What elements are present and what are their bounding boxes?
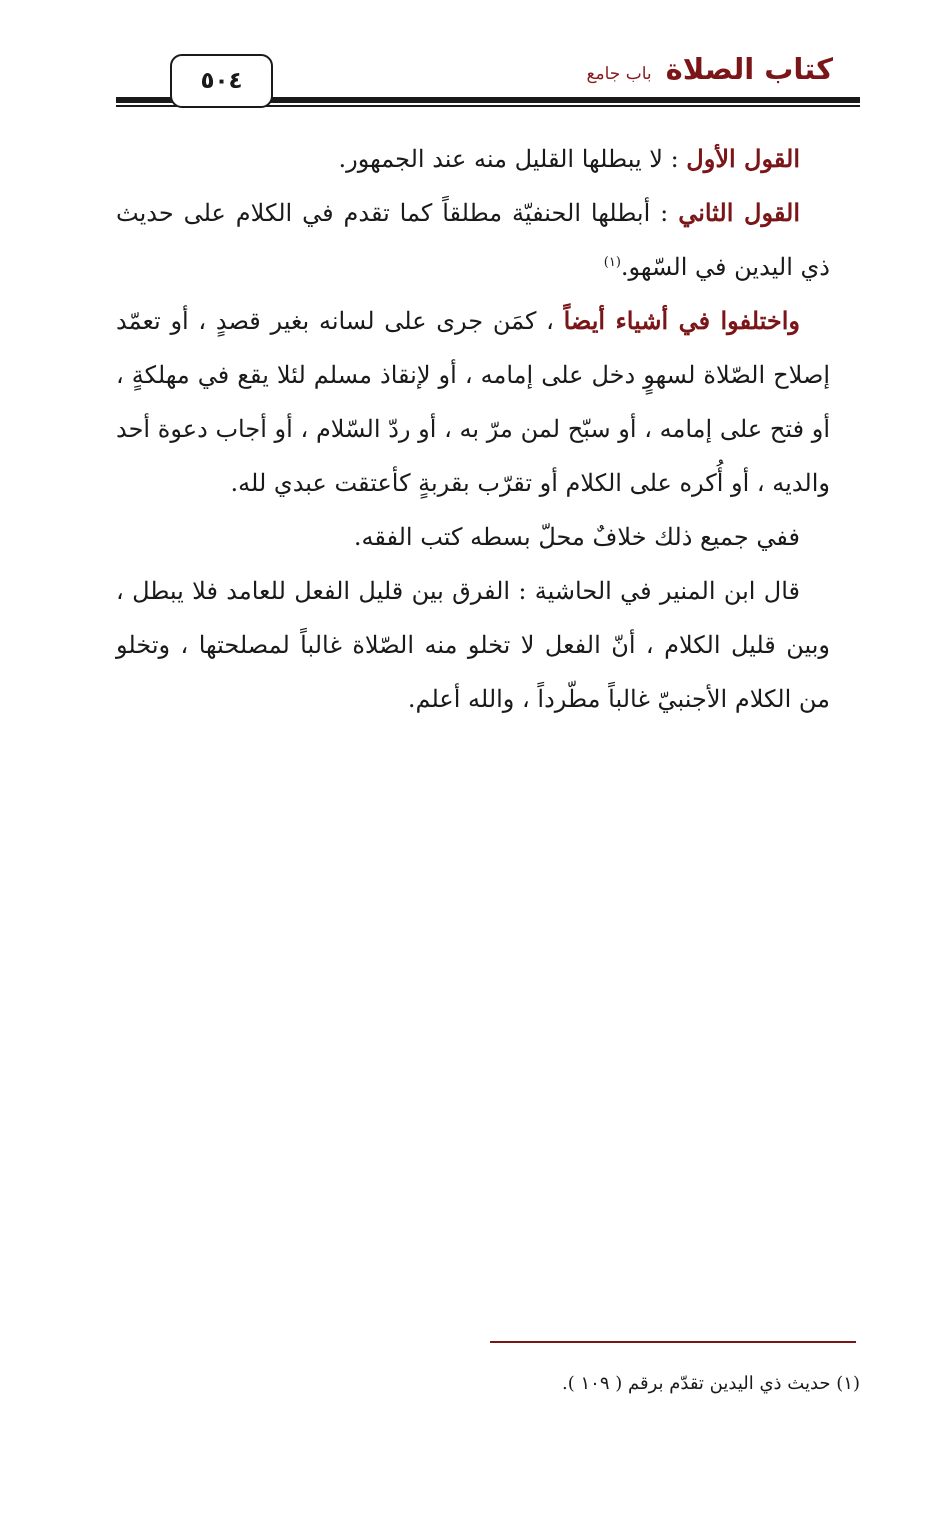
term-second-opinion: القول الثاني xyxy=(678,198,800,227)
footnote-separator xyxy=(490,1341,856,1343)
paragraph-text: ففي جميع ذلك خلافٌ محلّ بسطه كتب الفقه. xyxy=(353,523,800,551)
page-header xyxy=(0,0,945,115)
running-header xyxy=(586,52,833,86)
paragraph-first-opinion xyxy=(116,132,830,186)
paragraph-text: ، كمَن جرى على لسانه بغير قصدٍ ، أو تعمّد إصلاح الصّلاة لسهوٍ دخل على إمامه ، أو لإنقاذ مسلم لئلا يقع في مهلكةٍ ، أو فتح على إمامه ، أو سبّح لمن مرّ به ، أو ردّ السّلام ، أو أجاب دعوة أحد والديه ، أو أُكره على الكلام أو تقرّب بقربةٍ كأعتقت عبدي لله. xyxy=(116,307,830,497)
paragraph-disagreements xyxy=(116,294,830,510)
paragraph-second-opinion xyxy=(116,186,830,294)
paragraph-text: : لا يبطلها القليل منه عند الجمهور. xyxy=(338,145,687,173)
term-first-opinion: القول الأول xyxy=(686,144,800,173)
footnote-reference: (١) xyxy=(603,255,621,270)
book-title: كتاب الصلاة xyxy=(665,52,833,86)
term-disagreements: واختلفوا في أشياء أيضاً xyxy=(563,306,800,335)
paragraph-text: : أبطلها الحنفيّة مطلقاً كما تقدم في الكلام على حديث ذي اليدين في السّهو. xyxy=(116,199,830,281)
footnote: (١) حديث ذي اليدين تقدّم برقم ( ١٠٩ ). xyxy=(562,1373,860,1394)
main-text xyxy=(116,132,830,726)
paragraph-text: قال ابن المنير في الحاشية : الفرق بين قليل الفعل للعامد فلا يبطل ، وبين قليل الكلام ، أنّ الفعل لا تخلو منه الصّلاة غالباً لمصلحتها ، وتخلو من الكلام الأجنبيّ غالباً مطّرداً ، والله أعلم. xyxy=(116,577,830,713)
paragraph-ibn-al-munayyir xyxy=(116,564,830,726)
page-number: ٥٠٤ xyxy=(170,54,273,108)
chapter-title: باب جامع xyxy=(586,64,652,84)
paragraph-fiqh-reference xyxy=(116,510,830,564)
